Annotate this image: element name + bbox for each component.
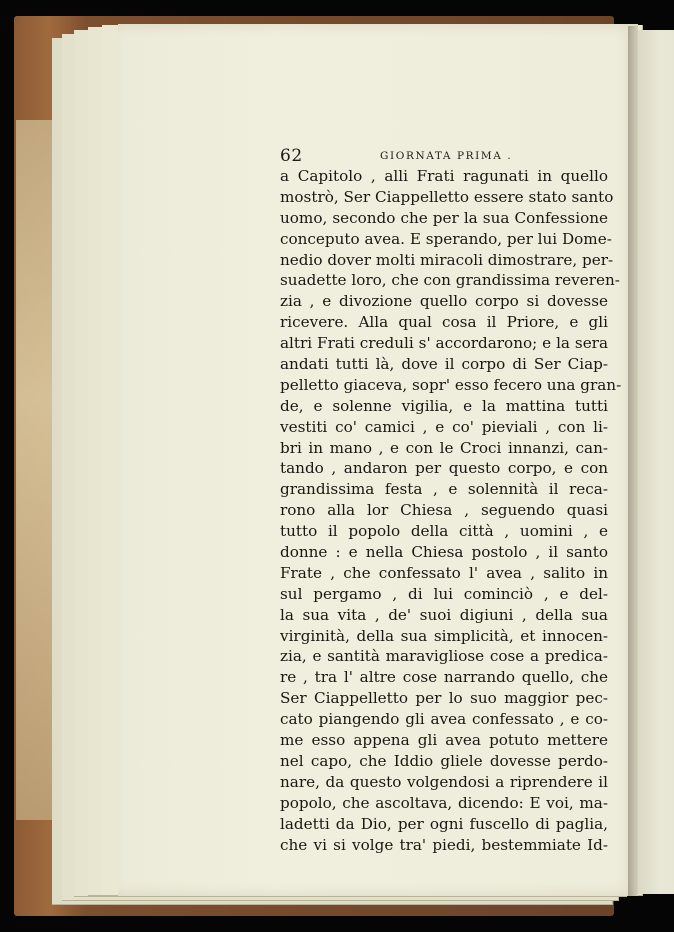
text-line: rono alla lor Chiesa , seguendo quasi — [280, 501, 608, 520]
text-line: nare, da questo volgendosi a riprendere il — [280, 772, 608, 791]
text-line: Ser Ciappelletto per lo suo maggior pec- — [280, 689, 608, 708]
text-line: popolo, che ascoltava, dicendo: E voi, ma- — [280, 793, 608, 812]
running-head: GIORNATA PRIMA . — [380, 150, 513, 162]
text-line: zia, e santità maravigliose cose a predica- — [280, 647, 608, 666]
text-line: cato piangendo gli avea confessato , e co- — [280, 710, 608, 729]
text-line: nedio dover molti miracoli dimostrare, per- — [280, 250, 614, 269]
text-line: andati tutti là, dove il corpo di Ser Ciap- — [280, 355, 608, 374]
facing-page-edge — [636, 30, 674, 894]
text-line: me esso appena gli avea potuto mettere — [280, 731, 608, 750]
text-line: uomo, secondo che per la sua Confessione — [280, 208, 608, 227]
text-line: bri in mano , e con le Croci innanzi, can- — [280, 438, 608, 457]
text-line: virginità, della sua simplicità, et innocen- — [280, 626, 608, 645]
text-line: grandissima festa , e solennità il reca- — [280, 480, 608, 499]
text-line: nel capo, che Iddio gliele dovesse perdo- — [280, 751, 608, 770]
text-line: tutto il popolo della città , uomini , e — [280, 522, 608, 541]
text-line: ricevere. Alla qual cosa il Priore, e gli — [280, 313, 608, 332]
text-line: a Capitolo , alli Frati ragunati in quello — [280, 167, 608, 185]
text-line: sul pergamo , di lui cominciò , e del- — [280, 584, 608, 603]
text-line: re , tra l' altre cose narrando quello, che — [280, 668, 608, 687]
text-line: che vi si volge tra' piedi, bestemmiate Id- — [280, 835, 608, 854]
page-number: 62 — [280, 146, 303, 166]
page-header — [280, 146, 610, 166]
text-line: zia , e divozione quello corpo si dovesse — [280, 292, 608, 311]
text-line: tando , andaron per questo corpo, e con — [280, 459, 608, 478]
text-line: ladetti da Dio, per ogni fuscello di paglia, — [280, 814, 608, 833]
text-line: Frate , che confessato l' avea , salito in — [280, 563, 608, 582]
text-line: pelletto giaceva, sopr' esso fecero una gran- — [280, 375, 622, 394]
text-line: mostrò, Ser Ciappelletto essere stato santo — [280, 187, 614, 206]
text-line: de, e solenne vigilia, e la mattina tutti — [280, 396, 608, 415]
text-line: conceputo avea. E sperando, per lui Dome- — [280, 229, 612, 248]
text-line: vestiti co' camici , e co' pieviali , con li- — [280, 417, 608, 436]
gutter-shadow — [628, 26, 638, 896]
body-text — [280, 166, 622, 855]
text-line: altri Frati creduli s' accordarono; e la sera — [280, 334, 608, 353]
text-line: la sua vita , de' suoi digiuni , della sua — [280, 605, 608, 624]
text-line: suadette loro, che con grandissima reveren- — [280, 271, 620, 290]
text-line: donne : e nella Chiesa postolo , il santo — [280, 543, 608, 562]
